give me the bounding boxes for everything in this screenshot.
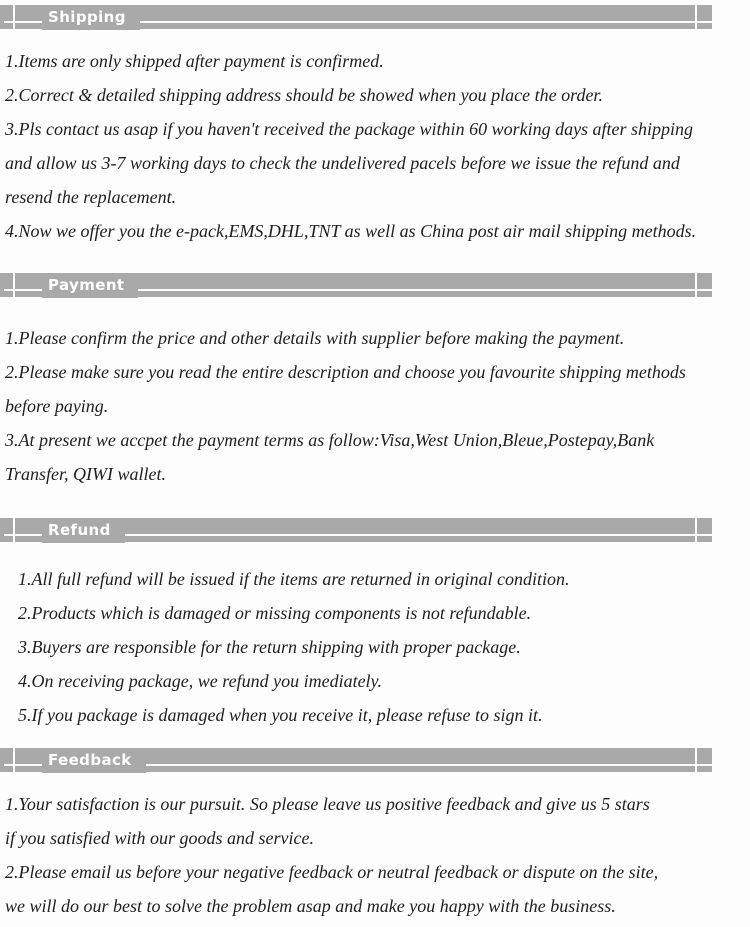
- shipping-text: [0, 44, 750, 248]
- payment-line: before paying.: [5, 396, 109, 416]
- shipping-line: and allow us 3-7 working days to check the undelivered pacels before we issue the refund and: [5, 153, 680, 173]
- payment-line: 1.Please confirm the price and other details with supplier before making the payment.: [5, 328, 625, 348]
- feedback-line: 2.Please email us before your negative feedback or neutral feedback or dispute on the site,: [5, 862, 659, 882]
- refund-header-bar: [0, 518, 712, 542]
- feedback-line: we will do our best to solve the problem asap and make you happy with the business.: [5, 896, 616, 916]
- refund-line: 5.If you package is damaged when you receive it, please refuse to sign it.: [18, 705, 543, 725]
- header-left-divider: [13, 5, 15, 34]
- refund-line: 3.Buyers are responsible for the return shipping with proper package.: [18, 637, 521, 657]
- refund-line: 1.All full refund will be issued if the items are returned in original condition.: [18, 569, 570, 589]
- shipping-header-bar: [0, 5, 712, 29]
- payment-header-title: Payment: [42, 273, 138, 298]
- refund-text: [0, 562, 750, 732]
- feedback-line: 1.Your satisfaction is our pursuit. So please leave us positive feedback and give us 5 stars: [5, 794, 650, 814]
- feedback-header-title: Feedback: [42, 748, 146, 773]
- header-right-divider: [695, 748, 697, 777]
- shipping-line: 3.Pls contact us asap if you haven't received the package within 60 working days after shipping: [5, 119, 694, 139]
- header-right-divider: [695, 273, 697, 302]
- shipping-line: 1.Items are only shipped after payment is confirmed.: [5, 51, 384, 71]
- header-right-divider: [695, 518, 697, 547]
- section-refund: [0, 518, 750, 732]
- feedback-line: if you satisfied with our goods and service.: [5, 828, 314, 848]
- section-payment: [0, 273, 750, 491]
- payment-line: 2.Please make sure you read the entire description and choose you favourite shipping methods: [5, 362, 686, 382]
- header-right-divider: [695, 5, 697, 34]
- payment-header-bar: [0, 273, 712, 297]
- feedback-text: [0, 787, 750, 923]
- header-left-divider: [13, 748, 15, 777]
- shipping-line: resend the replacement.: [5, 187, 177, 207]
- section-shipping: [0, 5, 750, 248]
- payment-line: Transfer, QIWI wallet.: [5, 464, 167, 484]
- feedback-header-bar: [0, 748, 712, 772]
- header-left-divider: [13, 518, 15, 547]
- shipping-line: 4.Now we offer you the e-pack,EMS,DHL,TNT as well as China post air mail shipping methods.: [5, 221, 697, 241]
- refund-line: 2.Products which is damaged or missing components is not refundable.: [18, 603, 532, 623]
- payment-line: 3.At present we accpet the payment terms as follow:Visa,West Union,Bleue,Postepay,Bank: [5, 430, 655, 450]
- header-left-divider: [13, 273, 15, 302]
- shipping-line: 2.Correct & detailed shipping address should be showed when you place the order.: [5, 85, 603, 105]
- payment-text: [0, 321, 750, 491]
- refund-line: 4.On receiving package, we refund you imediately.: [18, 671, 383, 691]
- section-feedback: [0, 748, 750, 923]
- shipping-header-title: Shipping: [42, 5, 140, 30]
- refund-header-title: Refund: [42, 518, 125, 543]
